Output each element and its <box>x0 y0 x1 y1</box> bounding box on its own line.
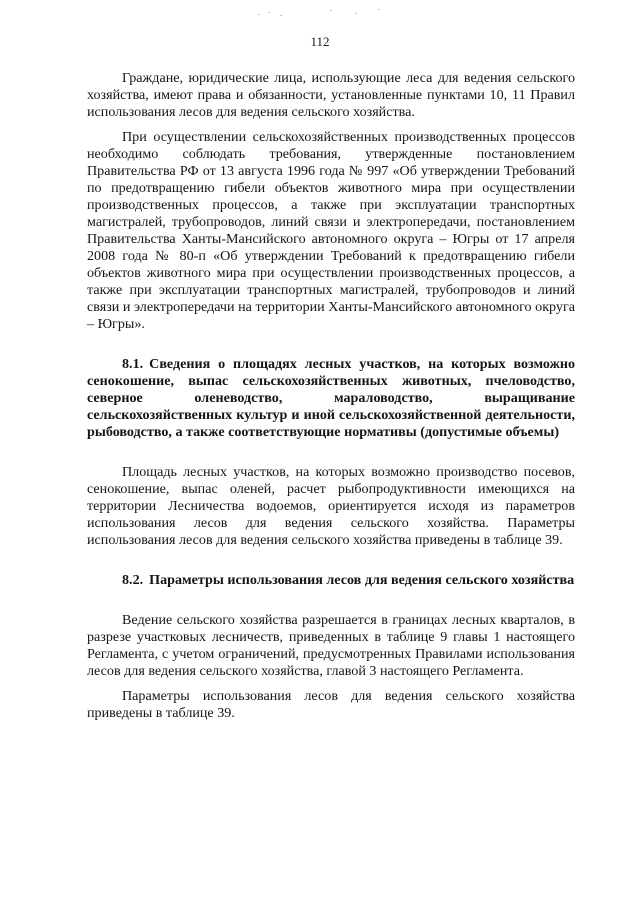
scan-speck <box>258 14 260 15</box>
section-number: 8.2. <box>122 572 144 588</box>
paragraph-boundaries: Ведение сельского хозяйства разрешается в границах лесных кварталов, в разрезе участковых лесничеств, приведенных в таблице 9 главы 1 настоящего Регламента, с учетом ограничений, предусмотренных Правилами использования лесов для ведения сельского хозяйства, главой 3 настоящего Регламента. <box>87 612 575 679</box>
paragraph-area: Площадь лесных участков, на которых возможно производство посевов, сенокошение, выпас оленей, расчет рыбопродуктивности имеющихся на территории Лесничества водоемов, ориентируется исходя из параметров использования лесов для ведения сельского хозяйства. Параметры использования лесов для ведения сельского хозяйства приведены в таблице 39. <box>87 464 575 548</box>
page-number: 112 <box>310 34 330 49</box>
paragraph-requirements: При осуществлении сельскохозяйственных производственных процессов необходимо соблюдать требования, утвержденные постановлением Правительства РФ от 13 августа 1996 года № 997 «Об утверждении Требований по предотвращению гибели объектов животного мира при осуществлении производственных процессов, а также при эксплуатации транспортных магистралей, трубопроводов, линий связи и электропередачи, постановлением Правительства Ханты-Мансийского автономного округа – Югры от 17 апреля 2008 года № 80-п «Об утверждении Требований к предотвращению гибели объектов животного мира при осуществлении производственных процессов, а также при эксплуатации транспортных магистралей, трубопроводов и линий связи и электропередачи на территории Ханты-Мансийского автономного округа – Югры». <box>87 129 575 332</box>
section-title: Параметры использования лесов для ведения сельского хозяйства <box>149 572 575 588</box>
paragraph-parameters: Параметры использования лесов для ведения сельского хозяйства приведены в таблице 39. <box>87 688 575 721</box>
scan-speck <box>330 10 332 11</box>
section-title: Сведения о площадях лесных участков, на которых возможно сенокошение, выпас сельскохозяйственных животных, пчеловодство, северное оленеводство, мараловодство, выращивание сельскохозяйственных культур и иной сельскохозяйственной деятельности, рыбоводство, а также соответствующие нормативы (допустимые объемы) <box>87 356 575 440</box>
scan-speck <box>268 12 270 13</box>
section-heading-8-2 <box>87 572 575 589</box>
paragraph-rights: Граждане, юридические лица, использующие леса для ведения сельского хозяйства, имеют права и обязанности, установленные пунктами 10, 11 Правил использования лесов для ведения сельского хозяйства. <box>87 70 575 120</box>
scan-speck <box>280 15 282 16</box>
section-heading-8-1 <box>87 356 575 441</box>
document-body <box>87 70 575 730</box>
section-number: 8.1. <box>122 356 144 372</box>
scan-speck <box>378 9 380 10</box>
scan-speck <box>355 13 357 14</box>
